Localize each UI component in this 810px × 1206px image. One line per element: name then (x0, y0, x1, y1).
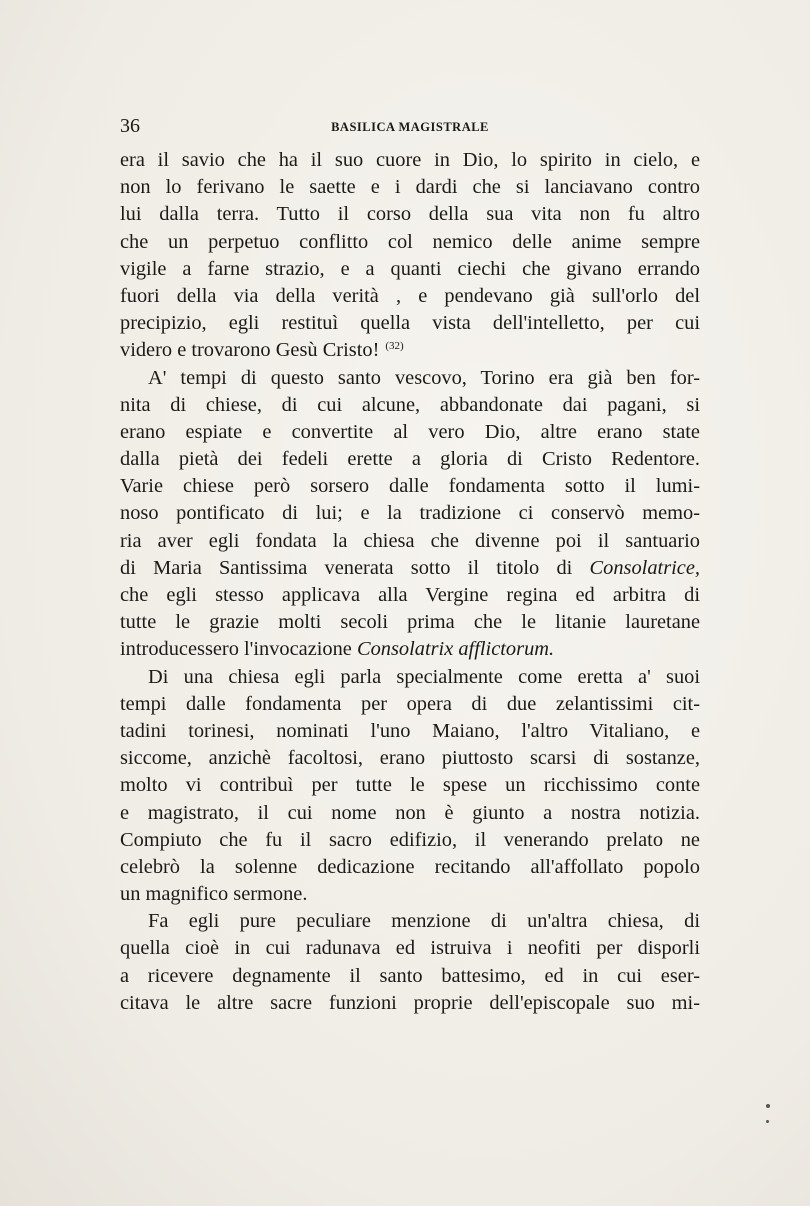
running-title: BASILICA MAGISTRALE (331, 120, 489, 134)
text-line: tempi dalle fondamenta per opera di due zelantissimi cit- (120, 692, 700, 715)
text-line: era il savio che ha il suo cuore in Dio, lo spirito in cielo, e (120, 149, 700, 171)
text-line: precipizio, egli restituì quella vista dell'intelletto, per cui (120, 312, 700, 335)
text-line: tadini torinesi, nominati l'uno Maiano, l'altro Vitaliano, e (120, 719, 700, 742)
text-segment: di Maria Santissima venerata sotto il titolo di (120, 556, 573, 579)
body-text (120, 147, 700, 1017)
text-line (120, 636, 700, 663)
text-segment: videro e trovarono Gesù Cristo! (120, 339, 380, 362)
text-line: tutte le grazie molti secoli prima che le litanie lauretane (120, 611, 700, 634)
text-line (120, 337, 700, 364)
text-line: lui dalla terra. Tutto il corso della sua vita non fu altro (120, 203, 700, 226)
text-line: a ricevere degnamente il santo battesimo, ed in cui eser- (120, 964, 700, 987)
text-line: ria aver egli fondata la chiesa che divenne poi il santuario (120, 529, 700, 552)
text-line: fuori della via della verità , e pendevano già sull'orlo del (120, 284, 700, 307)
paper-speck (766, 1120, 769, 1123)
text-line: Compiuto che fu il sacro edifizio, il venerando prelato ne (120, 828, 700, 851)
text-line: celebrò la solenne dedicazione recitando all'affollato popolo (120, 855, 700, 878)
text-segment: introducessero l'invocazione (120, 638, 352, 661)
text-line: Varie chiese però sorsero dalle fondamenta sotto il lumi- (120, 475, 700, 498)
text-line: dalla pietà dei fedeli erette a gloria di Cristo Redentore. (120, 448, 700, 471)
text-line: quella cioè in cui radunava ed istruiva i neofiti per disporli (120, 937, 700, 960)
text-line: vigile a farne strazio, e a quanti ciechi che givano errando (120, 257, 700, 280)
page-header (120, 114, 700, 138)
text-line: erano espiate e convertite al vero Dio, altre erano state (120, 420, 700, 443)
italic-term: Consolatrix afflictorum. (356, 638, 555, 661)
text-line: Fa egli pure peculiare menzione di un'altra chiesa, di (148, 910, 700, 933)
text-line: nita di chiese, di cui alcune, abbandonate dai pagani, si (120, 393, 700, 416)
text-line: che un perpetuo conflitto col nemico delle anime sempre (120, 230, 700, 253)
paper-speck (766, 1104, 770, 1108)
text-line: molto vi contribuì per tutte le spese un ricchissimo conte (120, 774, 700, 797)
text-line: non lo ferivano le saette e i dardi che si lanciavano contro (120, 176, 700, 199)
text-line (120, 555, 700, 582)
text-line: citava le altre sacre funzioni proprie dell'episcopale suo mi- (120, 991, 700, 1014)
page-number: 36 (120, 115, 140, 137)
text-line: e magistrato, il cui nome non è giunto a nostra notizia. (120, 801, 700, 824)
text-line: che egli stesso applicava alla Vergine regina ed arbitra di (120, 584, 700, 606)
text-line: siccome, anzichè facoltosi, erano piuttosto scarsi di sostanze, (120, 747, 700, 770)
text-line: A' tempi di questo santo vescovo, Torino era già ben for- (148, 366, 700, 389)
text-line: Di una chiesa egli parla specialmente come eretta a' suoi (148, 665, 700, 688)
footnote-marker: (32) (385, 340, 404, 353)
italic-term: Consolatrice, (589, 556, 700, 579)
text-line: noso pontificato di lui; e la tradizione ci conservò memo- (120, 502, 700, 525)
text-line: un magnifico sermone. (120, 883, 308, 906)
